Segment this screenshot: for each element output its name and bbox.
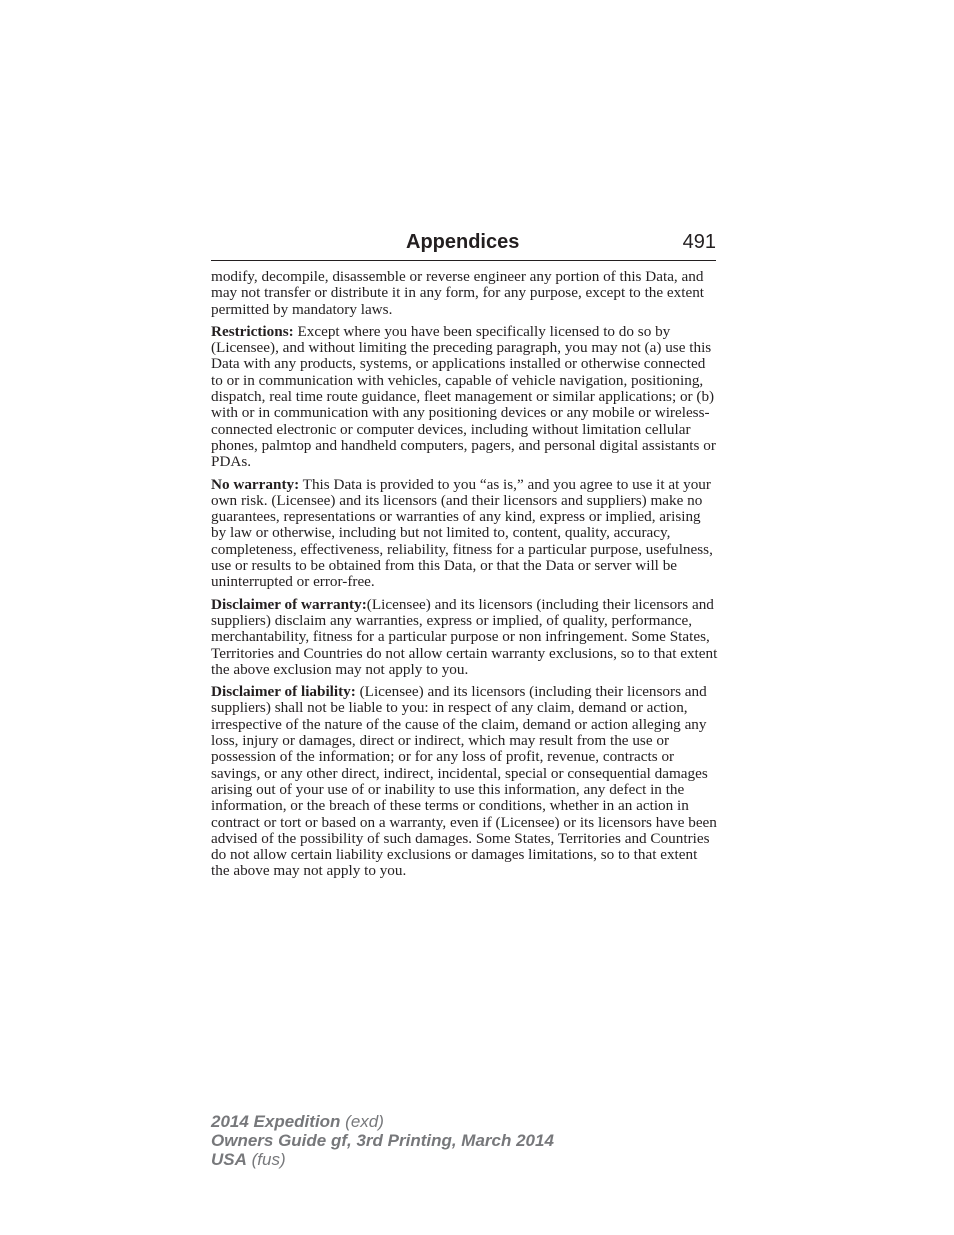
section-title: Appendices — [406, 231, 520, 253]
page-footer — [211, 1112, 554, 1169]
paragraph-no-warranty — [211, 477, 719, 591]
page-number: 491 — [682, 231, 716, 253]
paragraph-text: (Licensee) and its licensors (including their licensors and suppliers) disclaim any warranties, express or implied, of quality, performance, merchantability, fitness for a particular purpose or non infringement. Some States, Territories and Countries do not allow certain warranty exclusions, so to that extent the above exclusion may not apply to you. — [211, 595, 718, 678]
page-header — [211, 228, 716, 261]
paragraph-heading: Disclaimer of liability: — [211, 683, 356, 701]
paragraph-heading: No warranty: — [211, 475, 300, 493]
paragraph-heading: Restrictions: — [211, 322, 294, 340]
footer-market: USA — [211, 1150, 247, 1169]
paragraph-restrictions — [211, 324, 719, 471]
footer-vehicle-line — [211, 1112, 554, 1131]
paragraph-text: Except where you have been specifically licensed to do so by (Licensee), and without limiting the preceding paragraph, you may not (a) use this Data with any products, systems, or applications installed or otherwise connected to or in communication with vehicles, capable of vehicle navigation, positioning, dispatch, real time route guidance, fleet management or similar applications; or (b) with or in communication with any positioning devices or any mobile or wireless-connected electronic or computer devices, including without limitation cellular phones, palmtop and handheld computers, pagers, and personal digital assistants or PDAs. — [211, 322, 716, 471]
footer-guide-line — [211, 1131, 554, 1150]
footer-vehicle-code: (exd) — [340, 1112, 384, 1131]
paragraph-disclaimer-of-warranty — [211, 597, 719, 678]
footer-market-line — [211, 1150, 554, 1169]
paragraph-text: (Licensee) and its licensors (including their licensors and suppliers) shall not be liable to you: in respect of any claim, demand or action, irrespective of the nature of the cause of the claim, demand or action alleging any loss, injury or damages, direct or indirect, which may result from the use or possession of the information; or for any loss of profit, revenue, contracts or savings, or any other direct, indirect, incidental, special or consequential damages arising out of your use of or inability to use this information, any defect in the information, or the breach of these terms or conditions, whether in an action in contract or tort or based on a warranty, even if (Licensee) or its licensors have been advised of the possibility of such damages. Some States, Territories and Countries do not allow certain liability exclusions or damages limitations, so to that extent the above may not apply to you. — [211, 683, 717, 880]
footer-vehicle: 2014 Expedition — [211, 1112, 341, 1131]
paragraph-text: This Data is provided to you “as is,” and you agree to use it at your own risk. (Licensee) and its licensors (and their licensors and suppliers) make no guarantees, representations or warranties of any kind, express or implied, arising by law or otherwise, including but not limited to, content, quality, accuracy, completeness, effectiveness, reliability, fitness for a particular purpose, usefulness, use or results to be obtained from this Data, or that the Data or server will be uninterrupted or error-free. — [211, 475, 713, 591]
footer-guide: Owners Guide gf, 3rd Printing, March 2014 — [211, 1131, 554, 1150]
footer-market-code: (fus) — [246, 1150, 286, 1169]
document-body — [211, 269, 719, 886]
paragraph-disclaimer-of-liability — [211, 684, 719, 880]
paragraph-text: modify, decompile, disassemble or reverse engineer any portion of this Data, and may not transfer or distribute it in any form, for any purpose, except to the extent permitted by mandatory laws. — [211, 268, 705, 318]
paragraph-heading: Disclaimer of warranty: — [211, 595, 367, 613]
paragraph-continuation — [211, 269, 719, 318]
